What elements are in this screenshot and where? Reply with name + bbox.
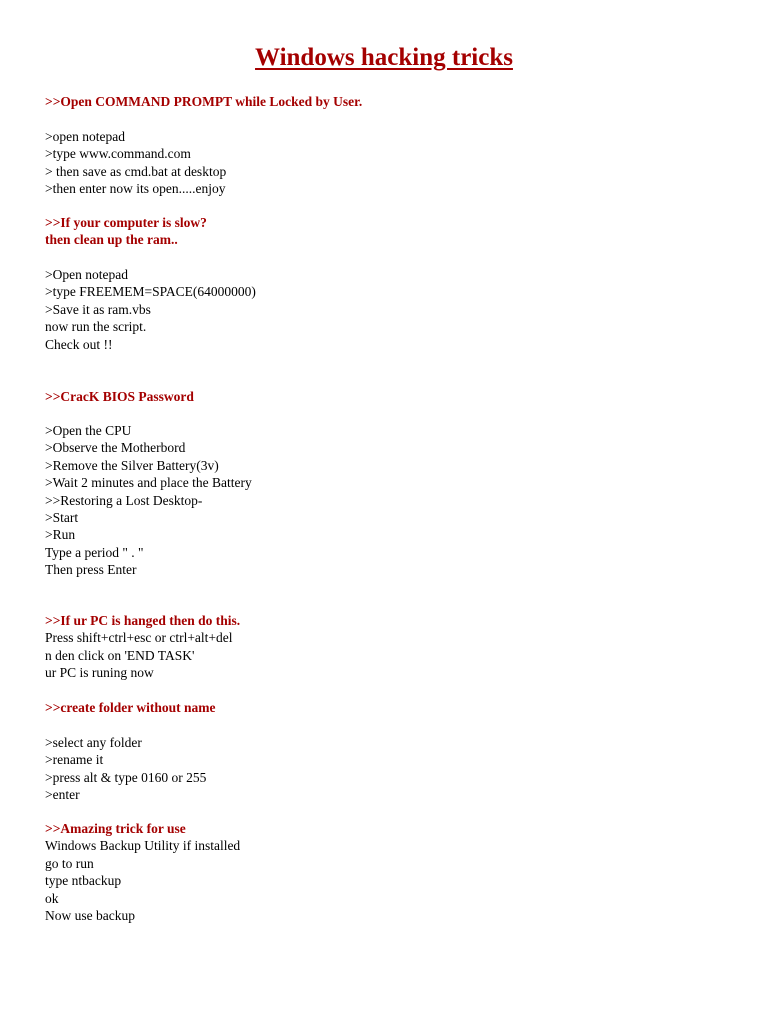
text-line: n den click on 'END TASK' (45, 647, 195, 663)
text-line: >>Restoring a Lost Desktop- (45, 492, 203, 508)
section-bios-password (45, 388, 194, 405)
section-heading: >>If ur PC is hanged then do this. (45, 613, 241, 628)
section-pc-hanged (45, 612, 240, 682)
section-heading: >>CracK BIOS Password (45, 389, 194, 404)
text-line: >enter (45, 787, 80, 803)
text-line: now run the script. (45, 319, 147, 335)
text-line: >Open the CPU (45, 423, 132, 438)
section-command-prompt (45, 93, 362, 110)
section-heading: >>If your computer is slow? (45, 215, 207, 230)
section-backup-trick (45, 820, 240, 924)
text-line: Check out !! (45, 336, 113, 352)
text-line: go to run (45, 855, 94, 871)
text-line: Windows Backup Utility if installed (45, 838, 241, 854)
section-slow-computer (45, 214, 207, 249)
section-heading: >>create folder without name (45, 700, 216, 715)
section-folder-without-name-body (45, 734, 206, 804)
text-line: >then enter now its open.....enjoy (45, 181, 226, 197)
text-line: >Open notepad (45, 267, 128, 282)
text-line: >type www.command.com (45, 146, 191, 162)
page-title: Windows hacking tricks (255, 44, 513, 71)
section-folder-without-name (45, 699, 215, 716)
text-line: >press alt & type 0160 or 255 (45, 769, 207, 785)
text-line: Now use backup (45, 907, 135, 923)
text-line: >rename it (45, 752, 104, 768)
section-heading: >>Amazing trick for use (45, 821, 186, 836)
text-line: >Run (45, 527, 76, 543)
section-command-prompt-body (45, 128, 226, 198)
text-line: >type FREEMEM=SPACE(64000000) (45, 284, 256, 300)
text-line: >select any folder (45, 735, 142, 750)
text-line: >Observe the Motherbord (45, 440, 186, 456)
text-line: >Wait 2 minutes and place the Battery (45, 475, 252, 491)
section-heading: then clean up the ram.. (45, 232, 178, 248)
text-line: >Remove the Silver Battery(3v) (45, 457, 219, 473)
section-bios-password-body (45, 422, 252, 579)
text-line: > then save as cmd.bat at desktop (45, 163, 227, 179)
text-line: Type a period " . " (45, 544, 144, 560)
text-line: >Save it as ram.vbs (45, 301, 151, 317)
text-line: Press shift+ctrl+esc or ctrl+alt+del (45, 630, 233, 646)
text-line: >Start (45, 509, 79, 525)
section-slow-computer-body (45, 266, 256, 353)
text-line: ok (45, 890, 59, 906)
text-line: Then press Enter (45, 562, 137, 578)
text-line: type ntbackup (45, 873, 122, 889)
section-heading: >>Open COMMAND PROMPT while Locked by User. (45, 94, 363, 109)
text-line: >open notepad (45, 129, 125, 144)
text-line: ur PC is runing now (45, 665, 154, 681)
